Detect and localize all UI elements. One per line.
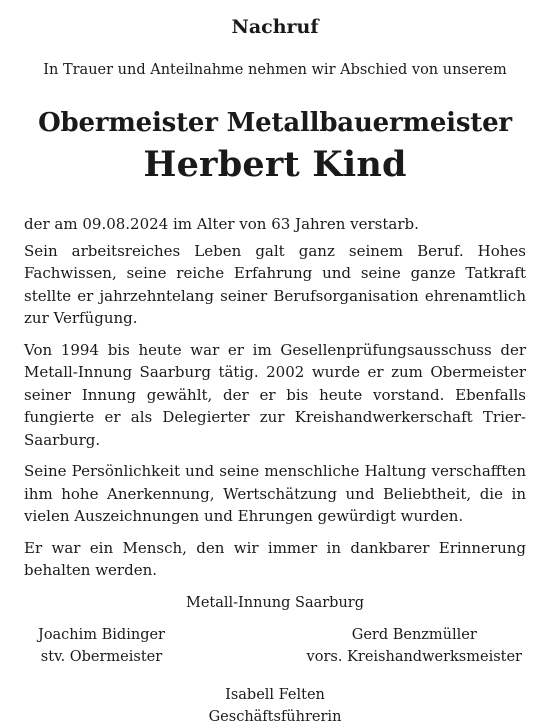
signature-center	[24, 684, 526, 728]
signature-right	[307, 624, 522, 668]
intro-line: In Trauer und Anteilnahme nehmen wir Abschied von unserem	[43, 62, 507, 78]
obituary-body	[24, 213, 526, 582]
paragraph-history: Von 1994 bis heute war er im Gesellenprüfungsausschuss der Metall-Innung Saarburg tätig. 2002 wurde er zum Obermeister seiner Innung gewählt, der er bis heute vorstand. Ebenfalls fungierte er als Delegierter zur Kreishandwerkerschaft Trier-Saarburg.	[24, 340, 526, 449]
paragraph-career: Sein arbeitsreiches Leben galt ganz seinem Beruf. Hohes Fachwissen, seine reiche Erfahrung und seine ganze Tatkraft stellte er jahrzehntelang seiner Berufsorganisation ehrenamtlich zur Verfügung.	[24, 241, 526, 327]
deceased-rank: Obermeister Metallbauermeister	[38, 108, 512, 138]
signature-left	[38, 624, 165, 668]
signer-role: Geschäftsführerin	[208, 708, 342, 725]
paragraph-memory: Er war ein Mensch, den wir immer in dankbarer Erinnerung behalten werden.	[24, 538, 526, 579]
signer-name: Gerd Benzmüller	[351, 626, 477, 643]
signer-name: Isabell Felten	[225, 686, 325, 703]
paragraph-personality: Seine Persönlichkeit und seine menschliche Haltung verschafften ihm hohe Anerkennung, Wertschätzung und Beliebtheit, die in vielen Auszeichnungen und Ehrungen gewürdigt wurden.	[24, 462, 526, 525]
signature-organization: Metall-Innung Saarburg	[185, 594, 365, 611]
paragraph-death-date: der am 09.08.2024 im Alter von 63 Jahren verstarb.	[24, 215, 419, 233]
notice-title: Nachruf	[231, 16, 319, 38]
signer-role: stv. Obermeister	[40, 648, 163, 665]
signature-row	[24, 624, 526, 668]
deceased-name: Herbert Kind	[143, 144, 407, 185]
signer-role: vors. Kreishandwerksmeister	[306, 648, 522, 665]
signer-name: Joachim Bidinger	[38, 626, 165, 643]
